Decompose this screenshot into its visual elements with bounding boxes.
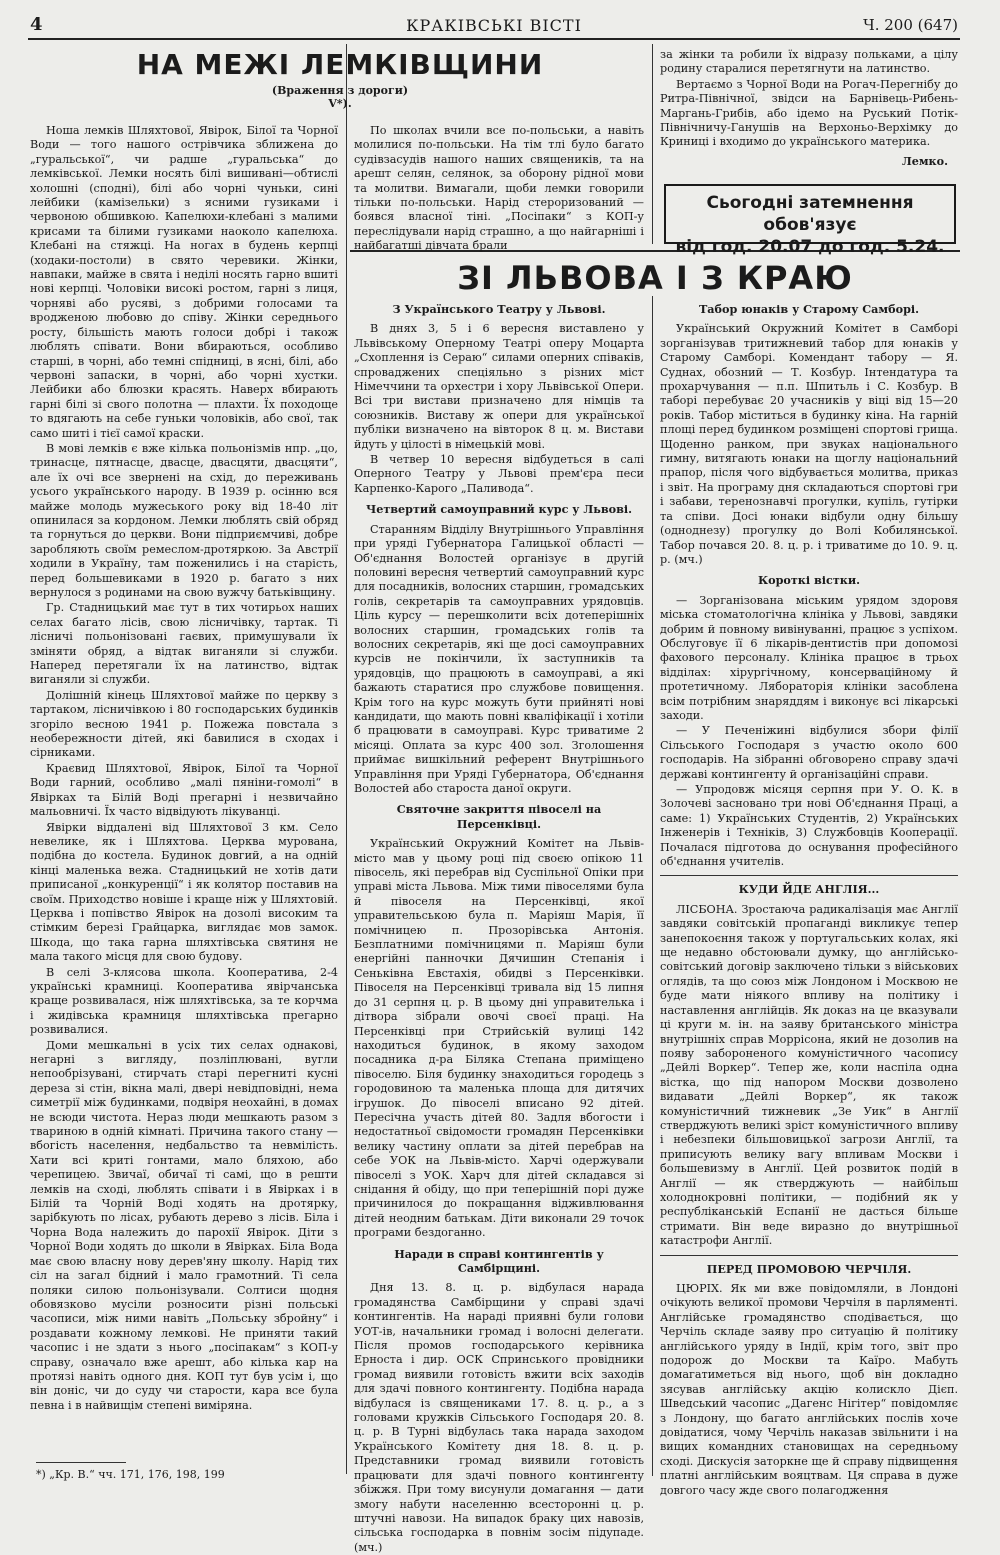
paragraph: В днях 3, 5 і 6 вересня виставлено у Львівському Оперному Театрі оперу Моцарта „Схоплення із Сераю“ силами оперних співаків, спроваджених спеціяльно з різних міст Німеччини та орхестри і хору Львівської Опери. Всі три вистави призначено для німців та союзників. Виставу ж опери для української публіки визначено на вівторок 8 ц. м. Вистави йдуть у цілості в німецькій мові.: [354, 322, 644, 451]
paragraph: Явірки віддалені від Шляхтової 3 км. Село невелике, як і Шляхтова. Церква мурована, подібна до костела. Будинок довгий, а на одній кінці маленька вежа. Стадницький не хотів дати приписаної „конкуренції“ і як колятор поставив на своїм. Приходство новіше і краще ніж у Шляхтовій. Церква і попівство Явірок на дозолі високим та стімким березі Грайцарка, виглядає мов замок. Шкода, що така гарна шляхтівська святиня не мала такого місця для свою будову.: [30, 820, 338, 964]
paragraph: — Зорганізована міським урядом здоровя міська стоматологічна клініка у Львові, завдяки добрим й повному вивінуванні, працює з успіхом. Обслуговує її 6 лікарів-дентистів при допомозі фахового персоналу. Клініка працює в трьох відділах: хірургічному, консерваційному й протетичному. Лябораторія клініки засоблена всім потрібним знаряддям і виконує всі лікарські заходи.: [660, 593, 958, 722]
paragraph: — У Печеніжині відбулися збори філії Сільського Господаря з участю около 600 господарів. На зібранні обговорено справу здачі державі контингенту й організаційні справи.: [660, 724, 958, 781]
paragraph: Ноша лемків Шляхтової, Явірок, Білої та Чорної Води — того нашого острівчика зближена до „гуральської“, чи радше „гуральська“ до лемківської. Лемки носять білі вишивані—обтислі холошні (сподні), білі або чорні чуньки, сині лейбики (камізельки) з ясними гузиками і червоною обшивкою. Капелюхи-клебані з малими крисами та білими гузиками наоколо капелюха. Клебані на стяжці. На ногах в будень керпці (ходаки-постоли) в свято черевики. Жінки, навпаки, майже в свята і неділі носять гарно вшиті нові керпці. Чоловіки високі ростом, гарні з лиця, чорняві або русяві, з добрими голосами та вродженою любовю до співу. Жінки середнього росту, більшість мають голоси добрі і також люблять співати. Вони вбираються, особливо старші, в чорні, або темні спідниці, в ясні, білі, або червоні запаски, в чорні, або чорні хустки. Лейбики або блюзки красять. Наверх вбирають гарні білі зі свого полотна — плахти. Їх походоще то вдягають на себе гуньки чоловіків, або свої, так само шиті і тієї самої краски.: [30, 124, 338, 440]
column-1: [30, 124, 338, 1454]
divider: [660, 1255, 958, 1256]
paragraph: ЦЮРІХ. Як ми вже повідомляли, в Лондоні очікують великої промови Черчіля в парляменті. Англійське громадянство сподівається, що Черчіль складе заяву про ситуацію й політику англійського уряду в Індії, крім того, звіт про подорож до Москви та Каїро. Мабуть домагатиметься від нього, щоб він докладно зясував англійську акцію колискло Дієп. Шведський часопис „Дагенс Нігітер“ повідомляє з Лондону, що багато англійських послів хоче довідатися, чому Черчіль наказав звільнити і на вищих командних становищах на середньому сході. Дискусія заторкне ще й справу підвищення платні англійським вояцтвам. Ця справа в дуже довгого часу жде свого полагодження: [660, 1282, 958, 1497]
news-heading: Четвертий самоуправний курс у Львові.: [366, 502, 632, 517]
signature: Лемко.: [901, 153, 948, 168]
paragraph: Український Окружний Комітет на Львів-місто мав у цьому році під своєю опікою 11 півосель, які перебрав від Суспільної Опіки при управі міста Львова. Між тими півоселями була й півоселя на Персенківці, якої управительською була п. Маріяш Марія, її помічницею п. Прозорівська Антонія. Безплатними помічницями п. Маріяш були енергійні панночки Дячишин Степанія і Сеньківна Евстахія, обидві з Персенківки. Півоселя на Персенківці тривала від 15 липня до 31 серпня ц. р. В цьому дні управителька і дітвора зібрали овочі своєї праці. На Персенківці при Стрийській вулиці 142 находиться будинок, в якому заходом посадника д-ра Біляка Степана приміщено півоселю. Біля будинку знаходиться городець з городовиною та маленька площа для дитячих ігрушок. До півоселі вписано 92 дітей. Пересічна участь дітей 80. Задля вбогости і недостатньої свідомости громадян Персенківки велику частину оплати за дітей перебрав на себе УОК на Львів-місто. Харчі одержували півоселі з УОК. Харч для дітей складався зі снідання й обіду, що при теперішній порі дуже причинилося до покращання відживлювання дітей неодним батькам. Діти виконали 29 точок програми бездоганно.: [354, 837, 644, 1240]
column-2-news: [354, 302, 644, 1554]
paragraph: Краєвид Шляхтової, Явірок, Білої та Чорної Води гарний, особливо „малі пяніни-гомолі“ в Явірках та Білій Воді прегарні і незвичайно мальовничі. Їх часто відвідують лікуванці.: [30, 761, 338, 819]
page-number: 4: [30, 14, 43, 35]
column-2-continuation: [354, 124, 644, 253]
column-3-news: [660, 302, 958, 1497]
news-heading: З Українського Театру у Львові.: [392, 302, 606, 316]
news-heading: Короткі вістки.: [757, 573, 861, 588]
newspaper-title: КРАКІВСЬКІ ВІСТІ: [406, 16, 582, 35]
column-divider-1: [346, 44, 347, 1474]
news-heading: Святочне закриття півоселі на Персенківці.: [396, 802, 602, 831]
blackout-line-1: Сьогодні затемнення обов'язує: [706, 193, 914, 235]
news-heading: ПЕРЕД ПРОМОВОЮ ЧЕРЧІЛЯ.: [706, 1261, 912, 1276]
paragraph: — Упродовж місяця серпня при У. О. К. в Золочеві засновано три нові Об'єднання Праці, а саме: 1) Українських Студентів, 2) Українських Інженерів і Техніків, 3) Службовців Кооперації. Почалася підготова до оснування професійного об'єднання учителів.: [660, 783, 958, 869]
section-title: ЗІ ЛЬВОВА І З КРАЮ: [457, 259, 853, 297]
paragraph: Вертаємо з Чорної Води на Рогач-Перегнібу до Ритра-Північної, звідси на Барнівець-Рибень-Маргань-Грибів, або ідемо на Руський Потік-Північничу-Ганушів на Верхоньо-Верхімку до Криниці і входимо до українського материка.: [660, 77, 958, 149]
issue-number: Ч. 200 (647): [863, 16, 958, 34]
paragraph: В четвер 10 вересня відбудеться в салі Оперного Театру у Львові прем'єра песи Карпенко-Карого „Паливода“.: [354, 453, 644, 495]
paragraph: В мові лемків є вже кілька польонізмів нпр. „цо, тринасце, пятнасце, двасце, двасцяти, двасцяти“, але їх очі все звернені на схід, до переживань усього українського народу. В 1939 р. осінню вся майже молодь мужеського року від 18-40 літ опинилася за кордоном. Лемки люблять свій обряд та горнуться до церкви. Вони підприємчиві, добре заробляють своїм ремеслом-дротяркою. За Австрії ходили в Україну, там поженились і на старість, перед большевиками в 1920 р. багато з них вернулося з родинами на свою вужчу батьківщину.: [30, 441, 338, 599]
paragraph: По школах вчили все по-польськи, а навіть молилися по-польськи. На тім тлі було багато судівзасудів нашого наших священиків, та на арешт селян, селянок, за оборону рідної мови та молитви. Вимагали, щоби лемки говорили тільки по-польськи. Нарід стероризований — боявся власної тіні. „Посіпаки“ з КОП-у переслідували нарід страшно, а що найгарніші і найбагатші дівчата брали: [354, 124, 644, 253]
footnote-rule: [36, 1462, 126, 1463]
news-heading: КУДИ ЙДЕ АНГЛІЯ...: [738, 882, 880, 897]
divider: [660, 875, 958, 876]
paragraph: Долішній кінець Шляхтової майже по церкву з тартаком, лісничівкою і 80 господарських будинків згоріло весною 1941 р. Пожежа повстала з необережности дітей, які бавилися в сходах і сірниками.: [30, 688, 338, 760]
news-heading: Табор юнаків у Старому Самборі.: [698, 302, 920, 316]
paragraph: Старанням Відділу Внутрішнього Управління при уряді Губернатора Галицької області — Об'єднання Волостей організує в другій половині вересня четвертий самоуправний курс для посадників, волосних старшин, громадських голів, секретарів та самоуправних урядовців. Ціль курсу — перешколити всіх дотеперішніх волосних старшин, громадських голів та волосних секретарів, які ще досі самоуправних курсів не покінчили, їх заступників та урядовців, що працюють в самоуправі, а які бажають старатися про службове повищення. Крім того на курс можуть бути прийняті нові кандидати, що мають повні кваліфікації і хотіли б працювати в самоуправі. Курс триватиме 2 місяці. Оплата за курс 400 зол. Зголошення приймає вишкільний референт Внутрішнього Управління при Уряді Губернатора, Об'єднання Волостей або староста даної округи.: [354, 522, 644, 795]
paragraph: ЛІСБОНА. Зростаюча радикалізація має Англії завдяки совітській пропаганді викликує тепер занепокоєння також у португальських колах, які ще недавно обстоювали думку, що англійсько-совітський договір заключено тільки з військових оглядів, та що союз між Лондоном і Москвою не буде мати ніякого впливу на політику і наставлення англійців. Як доказ на це вказували ці круги м. ін. на заяву британського міністра внутрішніх справ Моррісона, який не дозолив на появу забороненого комуністичного часопису „Дейлі Воркер“. Тепер же, коли наспіла одна вістка, що під напором Москви дозволено видавати „Дейлі Воркер“, як також комуністичний тижневик „Зе Уик“ в Англії стверджують великі зріст комуністичного впливу і небезпеки більшовицької загрози Англії, та приписують велику вагу впливам Москви і большевизму в Англії. Цей розвиток подій в Англії — як стверджують — найбільш холоднокровні політики, — подібний як у республіканській Еспанії не дасться більше стримати. Він веде виразно до внутрішньої катастрофи Англії.: [660, 902, 958, 1248]
column-divider-2-bottom: [652, 296, 653, 1476]
article-lemko-subtitle: (Враження з дороги): [271, 84, 409, 97]
paragraph: В селі 3-клясова школа. Кооператива, 2-4 українські крамниці. Кооператива явірчанська краще розвивалася, ніж шляхтівська, за те корчма і жидівська крамниця шляхтівська прегарно розвивалися.: [30, 965, 338, 1037]
blackout-notice: [664, 184, 956, 257]
header-rule: [28, 38, 960, 40]
article-lemko-header: [30, 48, 650, 110]
page-header: [30, 12, 958, 38]
paragraph: за жінки та робили їх відразу польками, а цілу родину старалися перетягнути на латинство.: [660, 48, 958, 76]
paragraph: Гр. Стадницький має тут в тих чотирьох наших селах багато лісів, свою лісничівку, тартак. Ті лісничі польонізовані гаєвих, примушували їх зміняти обряд, а відтак виганяли зі служби. Наперед перетягали їх на латинство, відтак виганяли зі служби.: [30, 601, 338, 687]
article-lemko-title: НА МЕЖІ ЛЕМКІВЩИНИ: [136, 48, 544, 81]
paragraph: Доми мешкальні в усіх тих селах однакові, негарні з вигляду, позліплювані, вугли непообрізувані, стирчать старі перегниті кусні дереза зі стін, вікна малі, двері невідповідні, нема симетрії між будинками, подвіря неохайні, в домах не всюди чистота. Нераз люди мешкають разом з твариною в одній кімнаті. Причина такого стану — вбогість населення, недбальство та невмілість. Хати всі криті гонтами, мало бляхою, або черепицею. Звичаї, обичаї ті самі, що в решти лемків на сході, люблять співати і в Явірках і в Білій та Чорній Воді ходять на дротярку, зарібкують по лісах, рубають дерево з лісів. Біла і Чорна Вода належить до парохії Явірок. Діти з Чорної Води ходять до школи в Явірках. Біла Вода має свою власну нову дерев'яну школу. Нарід тих сіл на загал бідний і мало грамотний. Ті села поляки силою польонізували. Солтиси щодня обовязково мусіли розносити різні польські часописи, між ними навіть „Польську збройну“ і роздавати кожному лемкові. Не приняти такий часопис і не здати з нього „посіпакам“ з КОП-у справу, означало вже арешт, або кілька кар на протязі навіть одного дня. КОП тут був усім і, що він доніс, чи до суду чи старости, кара все була певна і в найвищім степені виміряна.: [30, 1038, 338, 1412]
paragraph: Дня 13. 8. ц. р. відбулася нарада громадянства Самбірщини у справі здачі контингентів. На нараді приявні були голови УОТ-ів, начальники громад і волосні делегати. Після промов господарського керівника Ерноста і дир. ОСК Спринського провідники громад виявили готовість вжити всіх заходів для здачі повного контингенту. Подібна нарада відбулася із священиками 17. 8. ц. р., а з головами кружків Сільського Господаря 20. 8. ц. р. В Турні відбулась така нарада заходом Українського Комітету дня 18. 8. ц. р. Представники громад виявили готовість працювати для здачі повного контингенту збіжжя. При тому висунули домагання — дати змогу набути населенню всесторонні ц. р. штучні навози. На випадок браку цих навозів, сільська господарка в повнім зосім підупаде. (мч.): [354, 1281, 644, 1554]
paragraph: Український Окружний Комітет в Самборі зорганізував тритижневий табор для юнаків у Старому Самборі. Комендант табору — Я. Суднах, обозний — Т. Козбур. Інтендатура та прохарчування — п.п. Шпитьль і С. Козбур. В таборі перебуває 20 учасників у віці від 15—20 років. Табор міститься в будинку кіна. На гарній площі перед будинком розміщені спортові грища. Щоденно ранком, при звуках національного гимну, витягають юнаки на щоглу національний прапор, після чого відбувається молитва, приказ і звіт. На програму дня складаються спортові гри і забави, теренознавчі прогулки, купіль, гутірки та співи. Досі юнаки відбули одну більшу (одноднезу) прогулку до Волі Кобилянської. Табор почався 20. 8. ц. р. і триватиме до 10. 9. ц. р. (мч.): [660, 322, 958, 566]
article-lemko-part: V*).: [328, 97, 352, 110]
column-3-continuation: [660, 48, 958, 170]
footnote: *) „Кр. В.“ чч. 171, 176, 198, 199: [36, 1468, 225, 1481]
blackout-line-2: від год. 20.07 до год. 5.24.: [675, 237, 945, 257]
news-heading: Наради в справі контингентів у Самбірщині.: [394, 1246, 604, 1275]
column-divider-2-top: [652, 44, 653, 244]
